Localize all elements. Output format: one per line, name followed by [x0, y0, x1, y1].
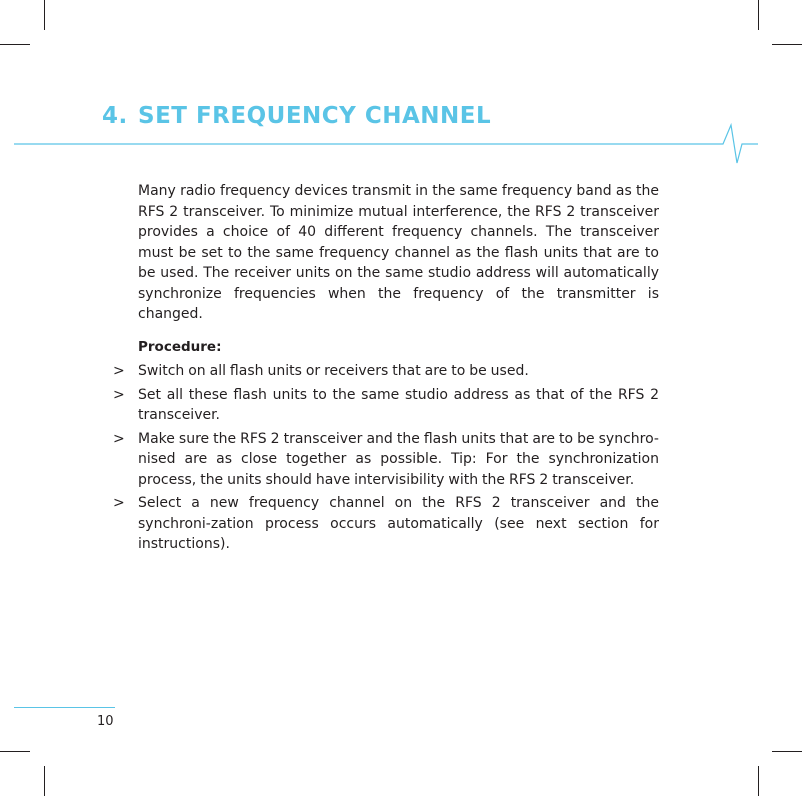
crop-mark — [44, 0, 45, 30]
crop-mark — [44, 766, 45, 796]
procedure-step — [113, 429, 659, 491]
step-text: Switch on all flash units or receivers that are to be used. — [138, 363, 529, 379]
crop-mark — [772, 751, 802, 752]
procedure-steps — [113, 361, 659, 558]
bullet-marker: > — [113, 386, 125, 403]
procedure-step — [113, 361, 659, 382]
bullet-marker: > — [113, 430, 125, 447]
step-text: Make sure the RFS 2 transceiver and the flash units that are to be synchro-nised are as close together as possible. Tip: For the synchronization process, the units should have intervisibility with the RFS 2 transceiver. — [138, 430, 659, 488]
crop-mark — [0, 44, 30, 45]
bullet-marker: > — [113, 363, 125, 379]
bullet-marker: > — [113, 495, 125, 511]
intro-paragraph: Many radio frequency devices transmit in the same frequency band as the RFS 2 transceiver. To minimize mutual interference, the RFS 2 transceiver provides a choice of 40 different frequency channels. The transceiver must be set to the same frequency channel as the flash units that are to be used. The receiver units on the same studio address will automatically synchronize frequencies when the frequency of the transmitter is changed. — [138, 183, 659, 322]
procedure-title: Procedure: — [138, 339, 222, 355]
footer-rule — [14, 707, 115, 708]
step-text: Set all these flash units to the same studio address as that of the RFS 2 transceiver. — [138, 386, 659, 423]
section-number: 4. — [102, 103, 128, 129]
pulse-line-icon — [0, 120, 802, 170]
crop-mark — [758, 766, 759, 796]
procedure-step — [113, 493, 659, 555]
section-title: SET FREQUENCY CHANNEL — [138, 103, 492, 129]
crop-mark — [0, 751, 30, 752]
crop-mark — [758, 0, 759, 30]
procedure-step — [113, 385, 659, 426]
step-text: Select a new frequency channel on the RFS 2 transceiver and the synchroni-zation process occurs automatically (see next section for instructions). — [138, 495, 659, 552]
crop-mark — [772, 44, 802, 45]
page-number: 10 — [97, 714, 114, 729]
